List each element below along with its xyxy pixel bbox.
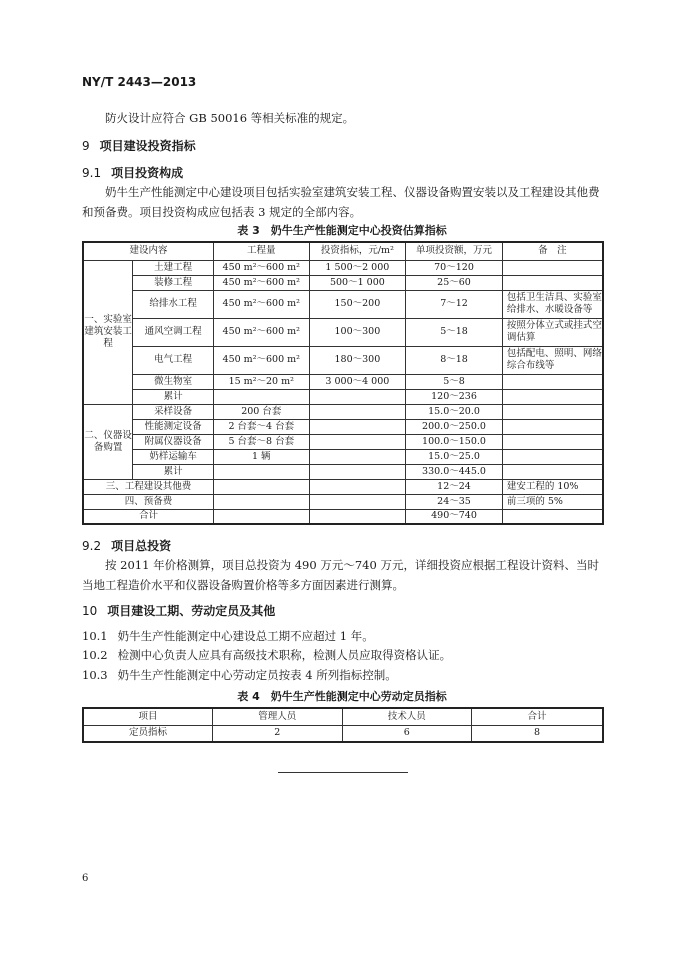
qty-cell: 200 台套: [213, 404, 309, 419]
item-cell: 采样设备: [133, 404, 214, 419]
amount-cell: 7～12: [406, 290, 503, 318]
amount-cell: 5～18: [406, 318, 503, 346]
note-cell: 包括配电、照明、网络综合布线等: [502, 346, 603, 374]
header-cell: 建设内容: [83, 242, 213, 260]
index-cell: [309, 419, 406, 434]
header-cell: 单项投资额，万元: [406, 242, 503, 260]
qty-cell: 450 m²～600 m²: [213, 260, 309, 275]
note-cell: [502, 260, 603, 275]
amount-cell: 24～35: [406, 494, 503, 509]
section-title: 项目总投资: [111, 539, 172, 553]
note-cell: [502, 404, 603, 419]
section-number: 9.1: [82, 166, 102, 180]
section-title: 项目建设工期、劳动定员及其他: [107, 604, 276, 618]
clause-text: 奶牛生产性能测定中心劳动定员按表 4 所列指标控制。: [117, 668, 397, 682]
note-cell: [502, 449, 603, 464]
item-cell: 电气工程: [133, 346, 214, 374]
table-row: [83, 374, 603, 389]
group-label: 一、实验室建筑安装工程: [83, 260, 133, 404]
section-9-1-paragraph: 奶牛生产性能测定中心建设项目包括实验室建筑安装工程、仪器设备购置安装以及工程建设其他费和预备费。项目投资构成应包括表 3 规定的全部内容。: [82, 185, 600, 219]
section-number: 9.2: [82, 539, 102, 553]
amount-cell: 12～24: [406, 479, 503, 494]
amount-cell: 25～60: [406, 275, 503, 290]
table-4-caption: 表 4 奶牛生产性能测定中心劳动定员指标: [237, 690, 447, 703]
index-cell: [309, 494, 406, 509]
header-cell: 备 注: [502, 242, 603, 260]
item-cell: 给排水工程: [133, 290, 214, 318]
section-9-1-heading: [82, 164, 183, 181]
note-cell: [502, 275, 603, 290]
section-9-heading: [82, 137, 196, 154]
section-title: 项目建设投资指标: [99, 139, 196, 153]
item-cell: 奶样运输车: [133, 449, 214, 464]
amount-cell: 200.0～250.0: [406, 419, 503, 434]
clause-number: 10.3: [82, 668, 108, 682]
subtotal-row: [83, 389, 603, 404]
intro-paragraph: 防火设计应符合 GB 50016 等相关标准的规定。: [105, 111, 355, 125]
item-cell: 累计: [133, 389, 214, 404]
index-cell: [309, 449, 406, 464]
index-cell: 3 000～4 000: [309, 374, 406, 389]
clause-10-2: [82, 645, 602, 665]
amount-cell: 120～236: [406, 389, 503, 404]
end-divider: [278, 772, 408, 773]
section-title: 项目投资构成: [111, 166, 184, 180]
table-row: [83, 725, 603, 742]
clause-number: 10.1: [82, 629, 108, 643]
table-row: [83, 346, 603, 374]
qty-cell: [213, 464, 309, 479]
index-cell: [309, 434, 406, 449]
row-label-cell: 定员指标: [83, 725, 213, 742]
qty-cell: 5 台套～8 台套: [213, 434, 309, 449]
table-row: [83, 290, 603, 318]
qty-cell: 15 m²～20 m²: [213, 374, 309, 389]
item-cell: 装修工程: [133, 275, 214, 290]
item-cell: 四、预备费: [83, 494, 213, 509]
clause-10-1: [82, 626, 602, 646]
table-header-row: [83, 708, 603, 725]
table-3-caption: 表 3 奶牛生产性能测定中心投资估算指标: [237, 224, 447, 237]
index-cell: 150～200: [309, 290, 406, 318]
note-cell: [502, 374, 603, 389]
index-cell: 1 500～2 000: [309, 260, 406, 275]
item-cell: 性能测定设备: [133, 419, 214, 434]
section-number: 10: [82, 604, 98, 618]
qty-cell: 450 m²～600 m²: [213, 346, 309, 374]
amount-cell: 15.0～25.0: [406, 449, 503, 464]
value-cell: 8: [472, 725, 604, 742]
note-cell: 按照分体立式或挂式空调估算: [502, 318, 603, 346]
item-cell: 通风空调工程: [133, 318, 214, 346]
table-row: [83, 419, 603, 434]
note-cell: 前三项的 5%: [502, 494, 603, 509]
group-label: 二、仪器设备购置: [83, 404, 133, 479]
header-cell: 合计: [472, 708, 604, 725]
item-cell: 附属仪器设备: [133, 434, 214, 449]
amount-cell: 15.0～20.0: [406, 404, 503, 419]
table-row: [83, 494, 603, 509]
document-header: NY/T 2443—2013: [82, 75, 197, 89]
item-cell: 微生物室: [133, 374, 214, 389]
table-row: [83, 260, 603, 275]
table-header-row: [83, 242, 603, 260]
table-3: [82, 241, 604, 525]
qty-cell: 1 辆: [213, 449, 309, 464]
note-cell: [502, 434, 603, 449]
table-row: [83, 449, 603, 464]
header-cell: 管理人员: [213, 708, 343, 725]
note-cell: [502, 419, 603, 434]
table-row: [83, 434, 603, 449]
note-cell: [502, 464, 603, 479]
amount-cell: 100.0～150.0: [406, 434, 503, 449]
amount-cell: 8～18: [406, 346, 503, 374]
clause-text: 奶牛生产性能测定中心建设总工期不应超过 1 年。: [117, 629, 374, 643]
note-cell: 包括卫生洁具、实验室给排水、水暖设备等: [502, 290, 603, 318]
value-cell: 6: [342, 725, 472, 742]
index-cell: [309, 404, 406, 419]
header-cell: 投资指标，元/m²: [309, 242, 406, 260]
header-cell: 项目: [83, 708, 213, 725]
index-cell: 180～300: [309, 346, 406, 374]
total-row: [83, 509, 603, 524]
section-9-2-heading: [82, 537, 171, 554]
section-10-heading: [82, 602, 275, 619]
table-row: [83, 275, 603, 290]
item-cell: 土建工程: [133, 260, 214, 275]
qty-cell: 450 m²～600 m²: [213, 318, 309, 346]
table-row: [83, 479, 603, 494]
clause-number: 10.2: [82, 648, 108, 662]
qty-cell: 2 台套～4 台套: [213, 419, 309, 434]
note-cell: [502, 389, 603, 404]
note-cell: 建安工程的 10%: [502, 479, 603, 494]
page-number: 6: [82, 873, 89, 884]
item-cell: 三、工程建设其他费: [83, 479, 213, 494]
item-cell: 累计: [133, 464, 214, 479]
amount-cell: 70～120: [406, 260, 503, 275]
item-cell: 合计: [83, 509, 213, 524]
index-cell: 100～300: [309, 318, 406, 346]
index-cell: 500～1 000: [309, 275, 406, 290]
table-row: [83, 318, 603, 346]
clause-10-3: [82, 665, 602, 685]
qty-cell: 450 m²～600 m²: [213, 275, 309, 290]
value-cell: 2: [213, 725, 343, 742]
index-cell: [309, 509, 406, 524]
amount-cell: 5～8: [406, 374, 503, 389]
qty-cell: [213, 494, 309, 509]
note-cell: [502, 509, 603, 524]
section-9-2-paragraph: 按 2011 年价格测算，项目总投资为 490 万元～740 万元，详细投资应根据工程设计资料、当时当地工程造价水平和仪器设备购置价格等多方面因素进行测算。: [82, 558, 599, 592]
clause-text: 检测中心负责人应具有高级技术职称，检测人员应取得资格认证。: [117, 648, 452, 662]
section-number: 9: [82, 139, 90, 153]
index-cell: [309, 389, 406, 404]
qty-cell: [213, 389, 309, 404]
qty-cell: [213, 509, 309, 524]
subtotal-row: [83, 464, 603, 479]
index-cell: [309, 479, 406, 494]
amount-cell: 330.0～445.0: [406, 464, 503, 479]
amount-cell: 490～740: [406, 509, 503, 524]
header-cell: 工程量: [213, 242, 309, 260]
table-4: [82, 707, 604, 743]
index-cell: [309, 464, 406, 479]
header-cell: 技术人员: [342, 708, 472, 725]
qty-cell: [213, 479, 309, 494]
qty-cell: 450 m²～600 m²: [213, 290, 309, 318]
table-row: [83, 404, 603, 419]
